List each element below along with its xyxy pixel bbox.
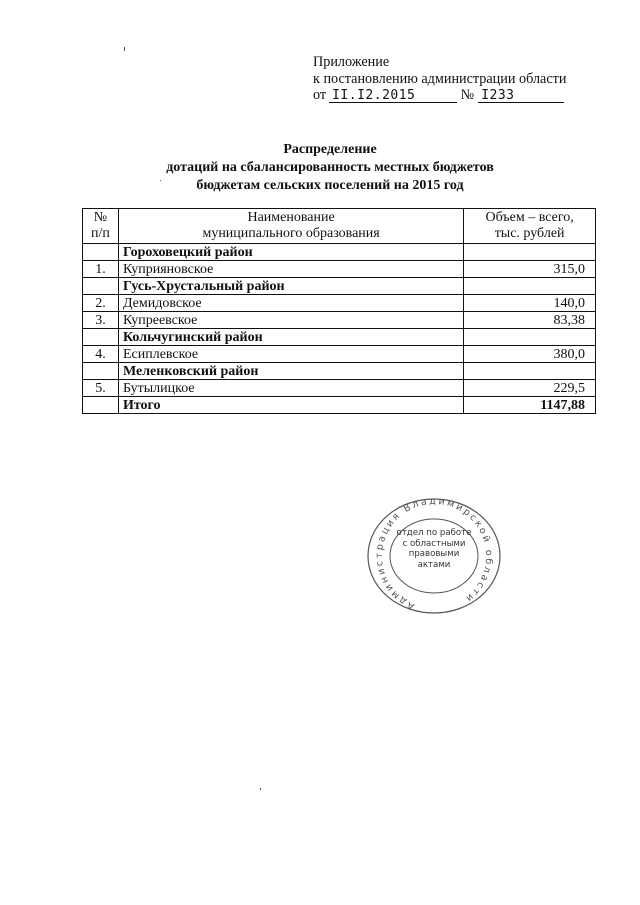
date-number-line <box>313 87 566 104</box>
row-value: 1147,88 <box>464 397 596 414</box>
district-row <box>83 363 596 380</box>
resolution-number: I233 <box>478 89 564 103</box>
stamp-center-line-4: актами <box>417 559 451 570</box>
row-name: Гусь-Хрустальный район <box>118 278 463 295</box>
row-value <box>464 278 596 295</box>
header-num-line-1: № <box>93 210 108 225</box>
row-value <box>464 329 596 346</box>
table-row <box>83 261 596 278</box>
number-prefix: № <box>460 87 475 103</box>
district-row <box>83 244 596 261</box>
row-value <box>464 363 596 380</box>
row-number: 5. <box>83 380 119 397</box>
header-name-line-2: муниципального образования <box>202 226 380 241</box>
row-name: Демидовское <box>118 295 463 312</box>
header-value-line-1: Объем – всего, <box>485 210 574 225</box>
row-name: Итого <box>118 397 463 414</box>
row-number <box>83 278 119 295</box>
row-name: Бутылицкое <box>118 380 463 397</box>
row-name: Есиплевское <box>118 346 463 363</box>
row-name: Купреевское <box>118 312 463 329</box>
stamp-ring-text: Администрация Владимирской области <box>373 496 495 612</box>
appendix-label: Приложение <box>313 54 390 70</box>
row-number <box>83 244 119 261</box>
row-value: 315,0 <box>464 261 596 278</box>
stamp-center-line-3: правовыми <box>408 549 460 559</box>
date-prefix: от <box>313 87 327 103</box>
row-number: 1. <box>83 261 119 278</box>
row-number <box>83 397 119 414</box>
title-line-2: дотаций на сбалансированность местных бюджетов <box>166 160 494 175</box>
header-value <box>464 209 596 244</box>
table-header-row <box>83 209 596 244</box>
title-line-3: бюджетам сельских поселений на 2015 год <box>196 178 464 193</box>
header-name <box>118 209 463 244</box>
total-row <box>83 397 596 414</box>
row-value: 140,0 <box>464 295 596 312</box>
subsidy-table <box>82 208 596 414</box>
row-value: 229,5 <box>464 380 596 397</box>
table-body <box>83 244 596 414</box>
official-stamp <box>364 496 504 616</box>
row-value: 380,0 <box>464 346 596 363</box>
resolution-reference: к постановлению администрации области <box>313 70 567 87</box>
row-name: Гороховецкий район <box>118 244 463 261</box>
row-name: Кольчугинский район <box>118 329 463 346</box>
table-row <box>83 380 596 397</box>
row-value: 83,38 <box>464 312 596 329</box>
table-row <box>83 346 596 363</box>
appendix-header <box>313 54 566 104</box>
document-title <box>80 141 580 195</box>
header-num-line-2: п/п <box>91 226 110 241</box>
row-name: Куприяновское <box>118 261 463 278</box>
header-name-line-1: Наименование <box>247 210 335 225</box>
title-line-1: Распределение <box>283 142 377 157</box>
row-number <box>83 329 119 346</box>
row-number: 3. <box>83 312 119 329</box>
header-num <box>83 209 119 244</box>
stamp-center-text <box>392 528 476 570</box>
district-row <box>83 329 596 346</box>
row-number: 2. <box>83 295 119 312</box>
stamp-center-line-2: с областными <box>402 538 466 549</box>
row-name: Меленковский район <box>118 363 463 380</box>
stamp-center-line-1: отдел по работе <box>396 528 472 538</box>
table-row <box>83 295 596 312</box>
row-value <box>464 244 596 261</box>
resolution-date: II.I2.2015 <box>329 89 457 103</box>
row-number <box>83 363 119 380</box>
row-number: 4. <box>83 346 119 363</box>
table-row <box>83 312 596 329</box>
header-value-line-2: тыс. рублей <box>494 226 565 241</box>
district-row <box>83 278 596 295</box>
